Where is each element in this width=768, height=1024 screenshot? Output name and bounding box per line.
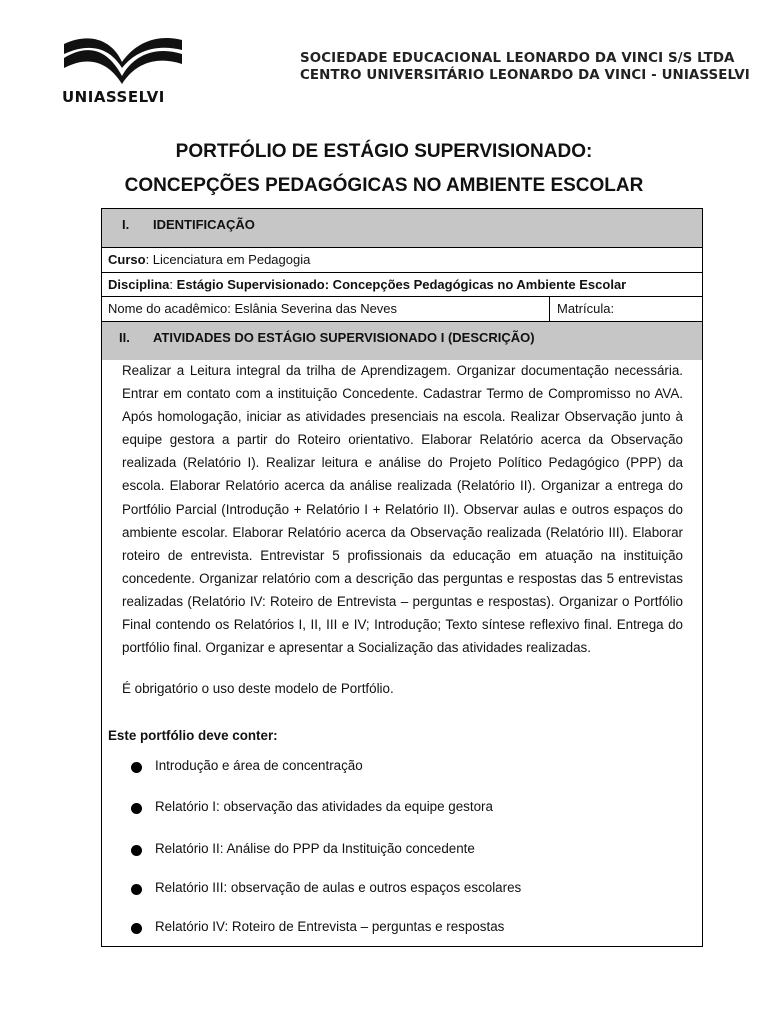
row-curso: [102, 247, 702, 272]
disciplina-separator: :: [169, 277, 177, 292]
organization-name: [300, 50, 750, 84]
section-number: II.: [119, 330, 130, 345]
section-activities-header: [102, 321, 702, 360]
section-heading: IDENTIFICAÇÃO: [153, 217, 255, 232]
list-item: [131, 799, 671, 819]
row-disciplina: [102, 272, 702, 297]
list-item: [131, 758, 671, 778]
matricula-label: Matrícula:: [557, 301, 615, 316]
disciplina-field: [108, 277, 626, 292]
row-academico: [102, 296, 702, 321]
section-number: I.: [122, 217, 130, 232]
bullet-icon: [131, 923, 142, 934]
curso-value: : Licenciatura em Pedagogia: [145, 252, 311, 267]
curso-field: [108, 252, 310, 267]
bullet-icon: [131, 845, 142, 856]
portfolio-contents-heading: Este portfólio deve conter:: [108, 728, 278, 743]
section-heading: ATIVIDADES DO ESTÁGIO SUPERVISIONADO I (DESCRIÇÃO): [153, 330, 535, 345]
list-item-text: Relatório I: observação das atividades da equipe gestora: [155, 799, 493, 814]
cell-divider: [549, 297, 550, 321]
list-item-text: Introdução e área de concentração: [155, 758, 363, 773]
org-line-2: CENTRO UNIVERSITÁRIO LEONARDO DA VINCI - UNIASSELVI: [300, 68, 750, 83]
list-item-text: Relatório II: Análise do PPP da Instituição concedente: [155, 841, 475, 856]
list-item-text: Relatório III: observação de aulas e outros espaços escolares: [155, 880, 522, 895]
document-title-line-2: CONCEPÇÕES PEDAGÓGICAS NO AMBIENTE ESCOLAR: [124, 175, 644, 196]
portfolio-form: [101, 208, 703, 947]
document-title-line-1: PORTFÓLIO DE ESTÁGIO SUPERVISIONADO:: [175, 141, 593, 162]
curso-label: Curso: [108, 252, 146, 267]
list-item: [131, 880, 671, 900]
logo-wordmark: UNIASSELVI: [62, 88, 165, 106]
nome-academico: Nome do acadêmico: Eslânia Severina das Neves: [108, 301, 398, 316]
list-item: [131, 841, 671, 861]
book-wings-icon: [62, 36, 184, 88]
activities-description: Realizar a Leitura integral da trilha de Aprendizagem. Organizar documentação necessária. Entrar em contato com a instituição Concedente. Cadastrar Termo de Compromisso no AVA. Após homologação, iniciar as atividades presenciais na escola. Realizar Observação junto à equipe gestora a partir do Roteiro orientativo. Elaborar Relatório acerca da Observação realizada (Relatório I). Realizar leitura e análise do Projeto Político Pedagógico (PPP) da escola. Elaborar Relatório acerca da análise realizada (Relatório II). Organizar a entrega do Portfólio Parcial (Introdução + Relatório I + Relatório II). Observar aulas e outros espaços do ambiente escolar. Elaborar Relatório acerca da Observação realizada (Relatório III). Elaborar roteiro de entrevista. Entrevistar 5 profissionais da educação em atuação na instituição concedente. Organizar relatório com a descrição das perguntas e respostas das 5 entrevistas realizadas (Relatório IV: Roteiro de Entrevista – perguntas e respostas). Organizar o Portfólio Final contendo os Relatórios I, II, III e IV; Introdução; Texto síntese reflexivo final. Entrega do portfólio final. Organizar e apresentar a Socialização das atividades realizadas.: [122, 363, 683, 656]
bullet-icon: [131, 803, 142, 814]
section-identification-header: [102, 209, 702, 247]
org-line-1: SOCIEDADE EDUCACIONAL LEONARDO DA VINCI S/S LTDA: [300, 51, 735, 66]
bullet-icon: [131, 762, 142, 773]
list-item: [131, 919, 671, 939]
disciplina-label: Disciplina: [108, 277, 170, 292]
bullet-icon: [131, 884, 142, 895]
list-item-text: Relatório IV: Roteiro de Entrevista – perguntas e respostas: [155, 919, 505, 934]
disciplina-value: Estágio Supervisionado: Concepções Pedagógicas no Ambiente Escolar: [176, 277, 627, 292]
mandatory-note: É obrigatório o uso deste modelo de Portfólio.: [122, 681, 394, 696]
document-header: [0, 0, 768, 120]
uniasselvi-logo: [62, 36, 184, 106]
